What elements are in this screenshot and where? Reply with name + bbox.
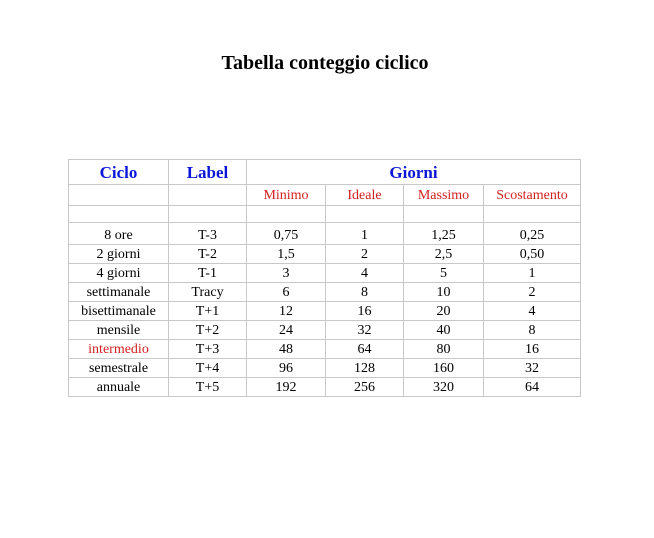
subheader-empty	[169, 185, 247, 206]
subheader-row	[69, 185, 581, 206]
empty-cell	[326, 206, 404, 223]
cell-massimo: 5	[404, 264, 484, 283]
subheader-empty	[69, 185, 169, 206]
cell-massimo: 320	[404, 378, 484, 397]
cell-massimo: 2,5	[404, 245, 484, 264]
empty-cell	[169, 206, 247, 223]
cell-scostamento: 1	[484, 264, 581, 283]
subheader-massimo: Massimo	[404, 185, 484, 206]
cell-scostamento: 0,50	[484, 245, 581, 264]
header-row	[69, 160, 581, 185]
cell-massimo: 20	[404, 302, 484, 321]
cell-label: T-3	[169, 223, 247, 245]
empty-cell	[247, 206, 326, 223]
cell-ideale: 4	[326, 264, 404, 283]
cell-ciclo: 8 ore	[69, 223, 169, 245]
cell-scostamento: 16	[484, 340, 581, 359]
cell-minimo: 3	[247, 264, 326, 283]
table-row	[69, 378, 581, 397]
cell-scostamento: 64	[484, 378, 581, 397]
cell-ciclo: intermedio	[69, 340, 169, 359]
cell-ciclo: annuale	[69, 378, 169, 397]
header-ciclo: Ciclo	[69, 160, 169, 185]
cell-scostamento: 2	[484, 283, 581, 302]
cell-minimo: 1,5	[247, 245, 326, 264]
cell-ideale: 1	[326, 223, 404, 245]
table-row	[69, 283, 581, 302]
subheader-scostamento: Scostamento	[484, 185, 581, 206]
cell-ideale: 16	[326, 302, 404, 321]
cell-label: Tracy	[169, 283, 247, 302]
cell-ideale: 32	[326, 321, 404, 340]
cell-ideale: 8	[326, 283, 404, 302]
cell-ideale: 64	[326, 340, 404, 359]
cell-label: T+3	[169, 340, 247, 359]
table-row	[69, 223, 581, 245]
cell-massimo: 40	[404, 321, 484, 340]
table-row	[69, 302, 581, 321]
empty-cell	[404, 206, 484, 223]
cell-ciclo: semestrale	[69, 359, 169, 378]
cell-minimo: 48	[247, 340, 326, 359]
page-title: Tabella conteggio ciclico	[221, 52, 429, 74]
cell-label: T+5	[169, 378, 247, 397]
cell-ideale: 2	[326, 245, 404, 264]
table-row	[69, 340, 581, 359]
cell-minimo: 12	[247, 302, 326, 321]
cell-label: T+2	[169, 321, 247, 340]
cell-minimo: 6	[247, 283, 326, 302]
cell-label: T+1	[169, 302, 247, 321]
cell-scostamento: 4	[484, 302, 581, 321]
cell-minimo: 24	[247, 321, 326, 340]
table-row	[69, 321, 581, 340]
cell-ciclo: 2 giorni	[69, 245, 169, 264]
cell-label: T+4	[169, 359, 247, 378]
cell-massimo: 80	[404, 340, 484, 359]
subheader-ideale: Ideale	[326, 185, 404, 206]
table-body	[69, 160, 581, 397]
cell-ciclo: mensile	[69, 321, 169, 340]
spacer-row	[69, 206, 581, 223]
cell-massimo: 1,25	[404, 223, 484, 245]
cell-scostamento: 32	[484, 359, 581, 378]
header-giorni: Giorni	[247, 160, 581, 185]
table-row	[69, 245, 581, 264]
empty-cell	[484, 206, 581, 223]
cell-minimo: 96	[247, 359, 326, 378]
table-row	[69, 359, 581, 378]
cell-scostamento: 0,25	[484, 223, 581, 245]
cell-ideale: 256	[326, 378, 404, 397]
cell-label: T-1	[169, 264, 247, 283]
cell-label: T-2	[169, 245, 247, 264]
cell-ciclo: settimanale	[69, 283, 169, 302]
cell-ideale: 128	[326, 359, 404, 378]
empty-cell	[69, 206, 169, 223]
cycle-count-table	[68, 159, 581, 397]
cell-scostamento: 8	[484, 321, 581, 340]
cell-ciclo: 4 giorni	[69, 264, 169, 283]
cell-ciclo: bisettimanale	[69, 302, 169, 321]
subheader-minimo: Minimo	[247, 185, 326, 206]
cell-minimo: 192	[247, 378, 326, 397]
cell-massimo: 160	[404, 359, 484, 378]
cell-massimo: 10	[404, 283, 484, 302]
header-label: Label	[169, 160, 247, 185]
cell-minimo: 0,75	[247, 223, 326, 245]
table-row	[69, 264, 581, 283]
